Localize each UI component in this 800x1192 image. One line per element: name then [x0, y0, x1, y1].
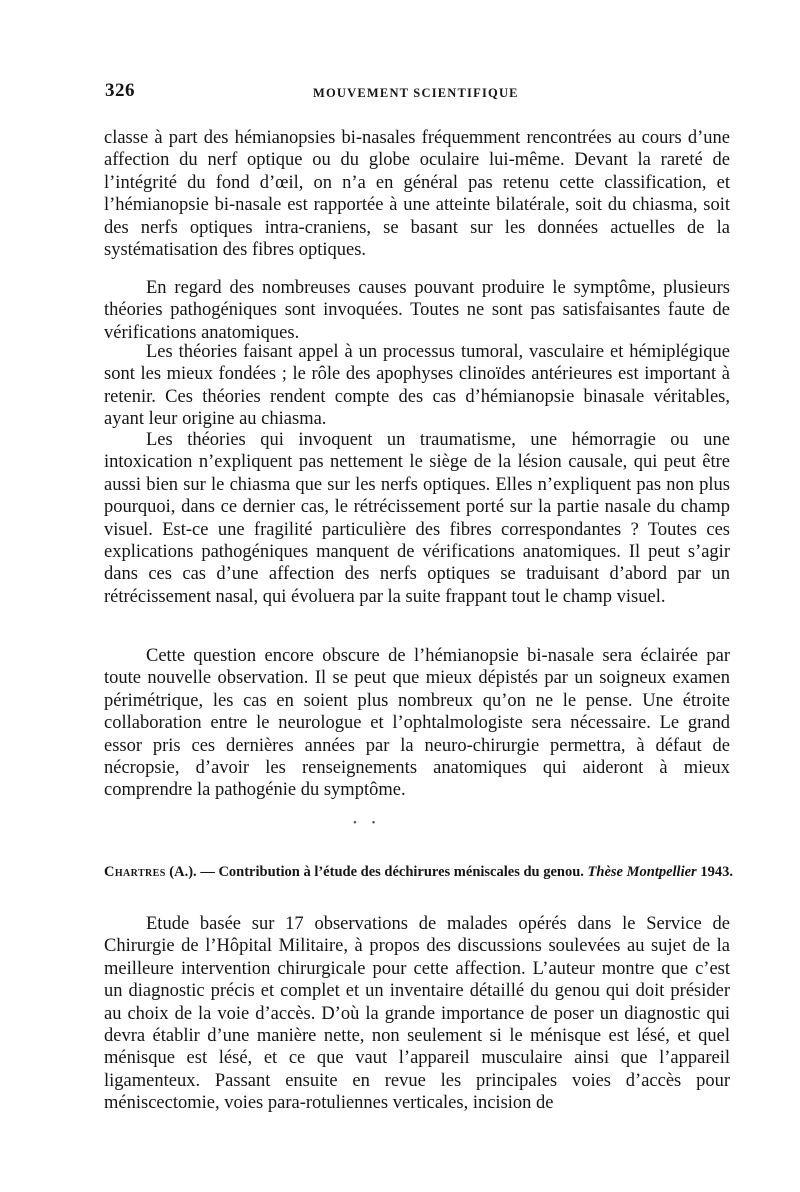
author-initial: (A.). [169, 864, 197, 880]
running-head [105, 80, 730, 104]
paragraph-trauma-theories [104, 429, 730, 608]
paragraph: Etude basée sur 17 observations de malades opérés dans le Service de Chirurgie de l’Hôpital Militaire, à propos des discussions soulevées au sujet de la meilleure intervention chirurgicale pour cette affection. L’auteur montre que c’est un diagnostic précis et complet et un inventaire détaillé du genou qui doit présider au choix de la voie d’accès. D’où la grande importance de poser un diagnostic qui devra établir d’une manière nette, non seulement si le ménisque est lésé, et quel ménisque est lésé, et ce que vaut l’appareil musculaire ainsi que l’appareil ligamenteux. Passant ensuite en revue les principales voies d’accès pour méniscectomie, voies para-rotuliennes verticales, incision de [104, 914, 730, 1114]
paragraph: classe à part des hémianopsies bi-nasales fréquemment rencontrées au cours d’une affection du nerf optique ou du globe oculaire lui-même. Devant la rareté de l’intégrité du fond d’œil, on n’a en général pas retenu cette classification, et l’hémianopsie bi-nasale est rapportée à une atteinte bilatérale, soit du chiasma, soit des nerfs optiques intra-craniens, se basant sur les données actuelles de la systématisation des fibres optiques. [104, 128, 730, 261]
bibliographic-entry [104, 862, 734, 883]
paragraph-continuation [104, 127, 730, 261]
paragraph: Les théories faisant appel à un processus tumoral, vasculaire et hémiplégique sont les mieux fondées ; le rôle des apophyses clinoïdes antérieures est important à retenir. Ces théories rendent compte des cas d’hémianopsie binasale véritables, ayant leur origine au chiasma. [104, 342, 730, 430]
review-paragraph [104, 913, 730, 1115]
paragraph-conclusion [104, 645, 730, 802]
page-number: 326 [105, 80, 135, 101]
running-title: MOUVEMENT SCIENTIFIQUE [313, 86, 519, 100]
work-title: — Contribution à l’étude des déchirures méniscales du genou. [200, 864, 584, 880]
paragraph-tumoral-theories [104, 341, 730, 431]
paragraph: Les théories qui invoquent un traumatisme, une hémorragie ou une intoxication n’expliquent pas nettement le siège de la lésion causale, qui peut être aussi bien sur le chiasma que sur les nerfs optiques. Elles n’expliquent pas non plus pourquoi, dans ce dernier cas, le rétrécissement porté sur la partie nasale du champ visuel. Est-ce une fragilité particulière des fibres correspondantes ? Toutes ces explications pathogéniques manquent de vérifications anatomiques. Il peut s’agir dans ces cas d’une affection des nerfs optiques se traduisant d’abord par un rétrécissement nasal, qui évoluera par la suite frappant tout le champ visuel. [104, 430, 730, 607]
paragraph: En regard des nombreuses causes pouvant produire le symptôme, plusieurs théories pathogéniques sont invoquées. Toutes ne sont pas satisfaisantes faute de vérifications anatomiques. [104, 278, 730, 343]
paragraph-causes [104, 277, 730, 344]
thesis-location: Thèse Montpellier [587, 864, 697, 880]
section-separator: • • [353, 817, 382, 829]
author-lastname: Chartres [104, 864, 166, 880]
publication-year: 1943. [700, 864, 733, 880]
paragraph: Cette question encore obscure de l’hémianopsie bi-nasale sera éclairée par toute nouvelle observation. Il se peut que mieux dépistés par un soigneux examen périmétrique, les cas en soient plus nombreux qu’on ne le pense. Une étroite collaboration entre le neurologue et l’ophtalmologiste sera nécessaire. Le grand essor pris ces dernières années par la neuro-chirurgie permettra, à défaut de nécropsie, d’avoir les renseignements anatomiques qui aideront à mieux comprendre la pathogénie du symptôme. [104, 646, 730, 801]
